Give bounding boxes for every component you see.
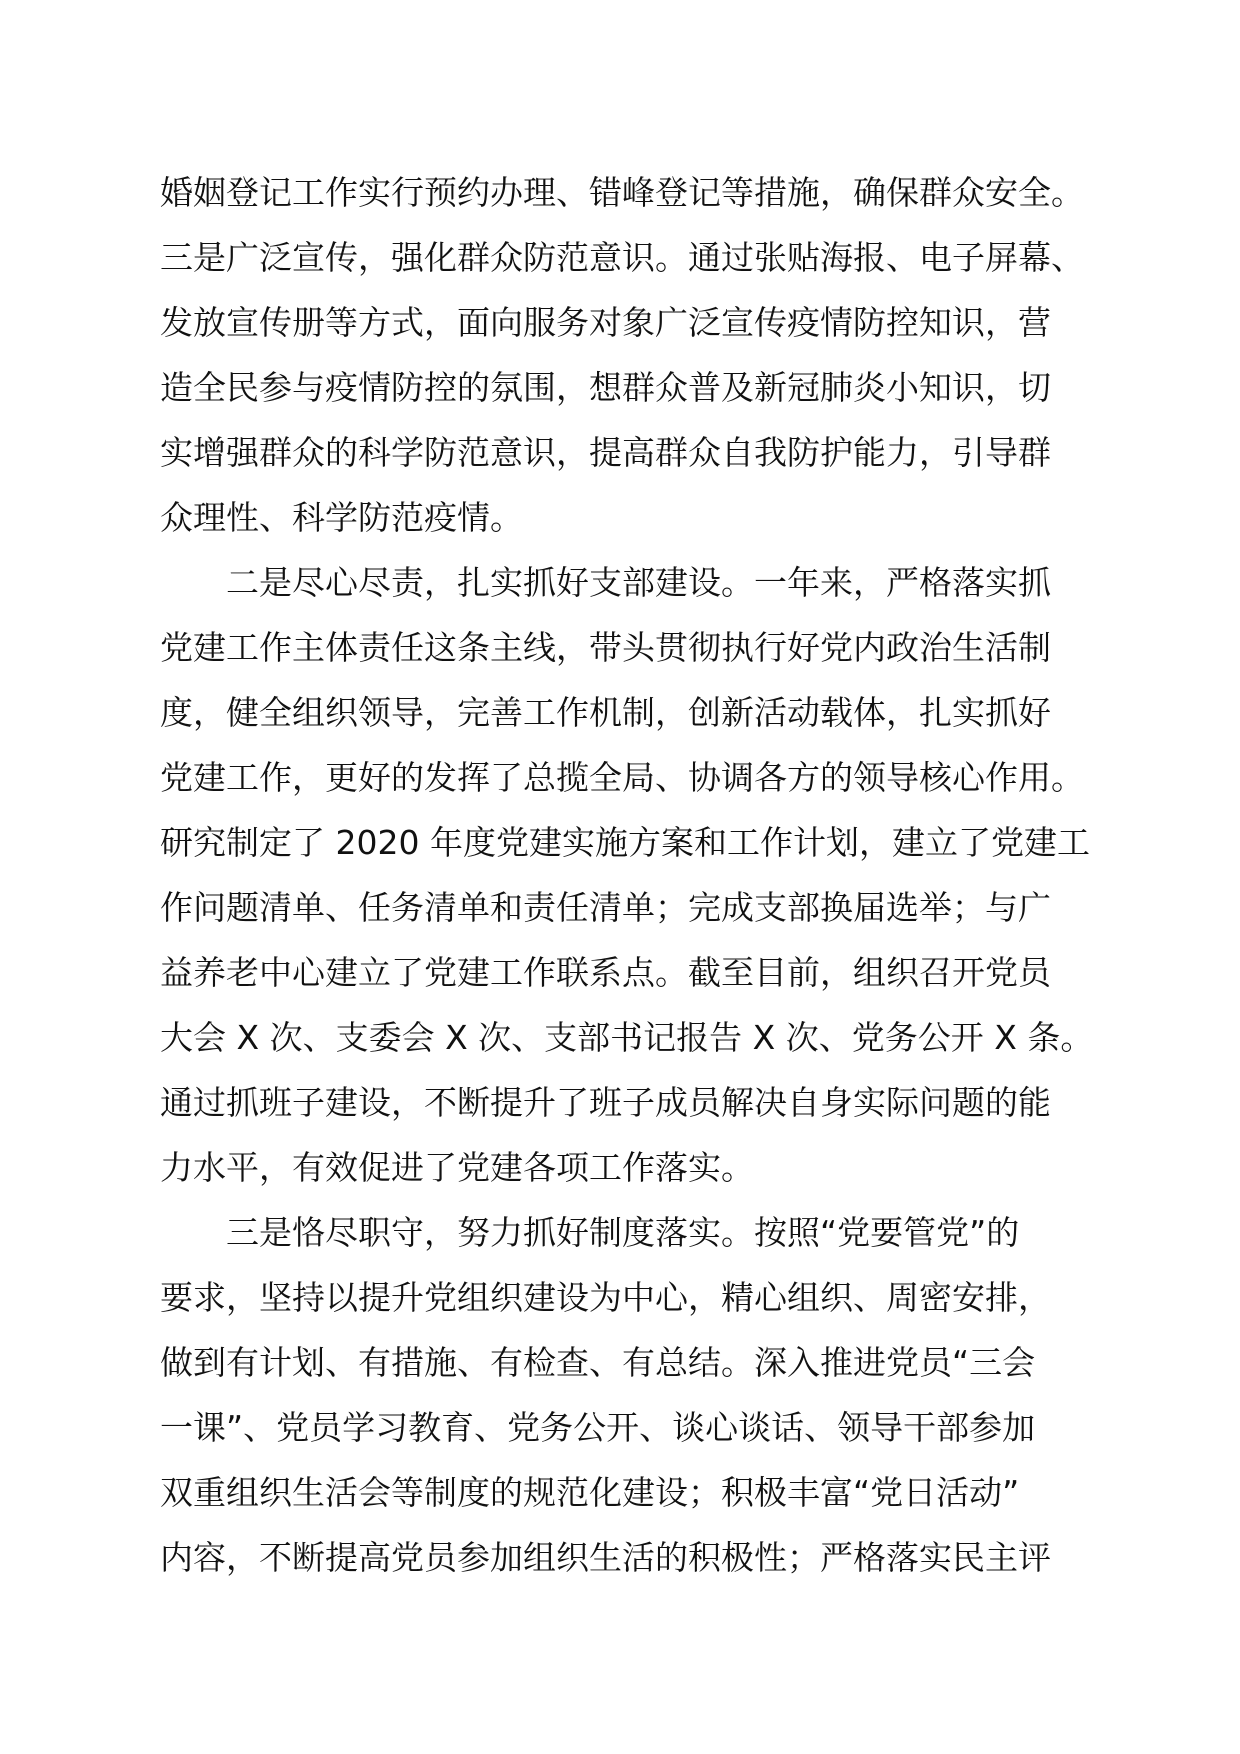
text-line: 党建工作，更好的发挥了总揽全局、协调各方的领导核心作用。	[160, 758, 1084, 797]
text-line: 一课”、党员学习教育、党务公开、谈心谈话、领导干部参加	[160, 1408, 1036, 1447]
text-line: 三是广泛宣传，强化群众防范意识。通过张贴海报、电子屏幕、	[160, 238, 1084, 277]
text-line: 实增强群众的科学防范意识，提高群众自我防护能力，引导群	[160, 433, 1051, 472]
text-line: 通过抓班子建设，不断提升了班子成员解决自身实际问题的能	[160, 1083, 1051, 1122]
paragraph-1	[160, 160, 1100, 550]
text-line: 研究制定了 2020 年度党建实施方案和工作计划，建立了党建工	[160, 823, 1090, 862]
text-line: 要求，坚持以提升党组织建设为中心，精心组织、周密安排，	[160, 1278, 1051, 1317]
text-line: 二是尽心尽责，扎实抓好支部建设。一年来，严格落实抓	[226, 563, 1051, 602]
text-line: 婚姻登记工作实行预约办理、错峰登记等措施，确保群众安全。	[160, 173, 1084, 212]
text-line: 度，健全组织领导，完善工作机制，创新活动载体，扎实抓好	[160, 693, 1051, 732]
text-line: 造全民参与疫情防控的氛围，想群众普及新冠肺炎小知识，切	[160, 368, 1051, 407]
paragraph-2	[160, 550, 1100, 1200]
text-line: 三是恪尽职守，努力抓好制度落实。按照“党要管党”的	[226, 1213, 1020, 1252]
text-line: 发放宣传册等方式，面向服务对象广泛宣传疫情防控知识，营	[160, 303, 1051, 342]
text-line: 益养老中心建立了党建工作联系点。截至目前，组织召开党员	[160, 953, 1051, 992]
text-line: 做到有计划、有措施、有检查、有总结。深入推进党员“三会	[160, 1343, 1036, 1382]
text-line: 双重组织生活会等制度的规范化建设；积极丰富“党日活动”	[160, 1473, 1020, 1512]
paragraph-3	[160, 1200, 1100, 1590]
text-line: 党建工作主体责任这条主线，带头贯彻执行好党内政治生活制	[160, 628, 1051, 667]
document-body	[160, 160, 1100, 1590]
text-line: 内容，不断提高党员参加组织生活的积极性；严格落实民主评	[160, 1538, 1051, 1577]
text-line: 力水平，有效促进了党建各项工作落实。	[160, 1148, 754, 1187]
text-line: 大会 X 次、支委会 X 次、支部书记报告 X 次、党务公开 X 条。	[160, 1018, 1094, 1057]
text-line: 众理性、科学防范疫情。	[160, 498, 523, 537]
text-line: 作问题清单、任务清单和责任清单；完成支部换届选举；与广	[160, 888, 1051, 927]
